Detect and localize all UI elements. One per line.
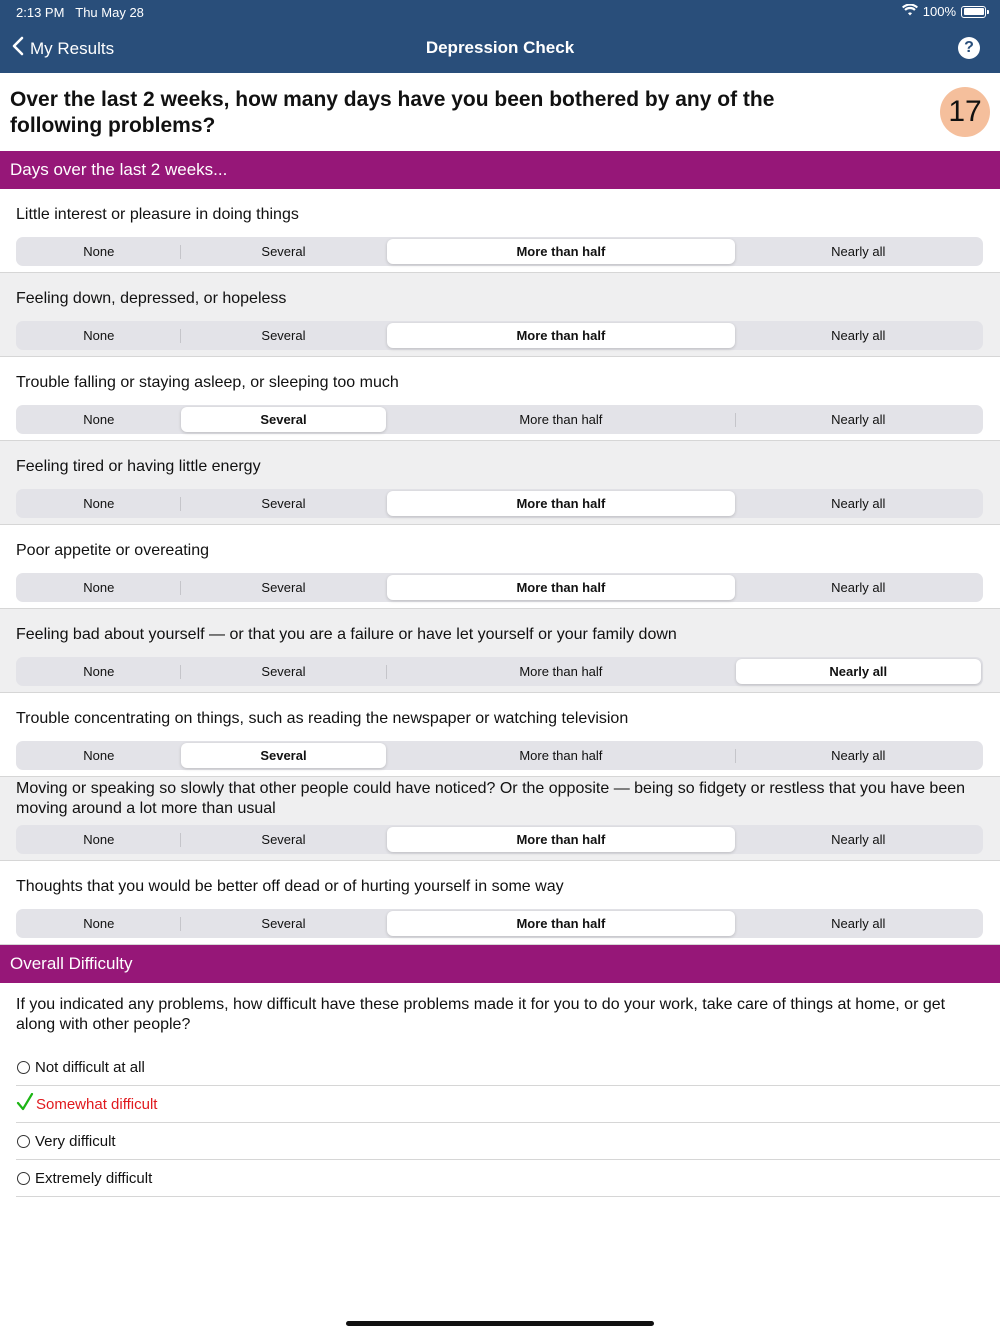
option-several[interactable]: Several xyxy=(261,244,306,259)
status-clock: 2:13 PM xyxy=(16,5,65,20)
question-row xyxy=(0,777,1000,861)
option-nearly-all[interactable]: Nearly all xyxy=(831,328,886,343)
option-more-than-half[interactable]: More than half xyxy=(387,827,734,852)
option-several[interactable]: Several xyxy=(261,916,306,931)
option-none[interactable]: None xyxy=(83,832,115,847)
battery-percent: 100% xyxy=(922,4,956,19)
radio-circle-icon xyxy=(17,1172,30,1185)
answer-segmented-control[interactable] xyxy=(16,657,983,686)
question-label: Moving or speaking so slowly that other people could have noticed? Or the opposite — being so fidgety or restless that you have been moving around a lot more than usual xyxy=(16,780,966,817)
difficulty-options xyxy=(16,1049,1000,1197)
option-nearly-all[interactable]: Nearly all xyxy=(831,748,886,763)
option-nearly-all[interactable]: Nearly all xyxy=(831,496,886,511)
option-nearly-all[interactable]: Nearly all xyxy=(831,580,886,595)
option-several[interactable]: Several xyxy=(261,580,306,595)
question-list xyxy=(0,189,1000,945)
question-text: Over the last 2 weeks, how many days have you been bothered by any of the following problems? xyxy=(10,88,775,137)
wifi-icon xyxy=(902,4,918,19)
radio-circle-icon xyxy=(17,1135,30,1148)
question-label: Feeling bad about yourself — or that you are a failure or have let yourself or your family down xyxy=(16,626,677,643)
difficulty-option-extremely-difficult[interactable] xyxy=(16,1160,1000,1197)
answer-segmented-control[interactable] xyxy=(16,573,983,602)
question-label: Poor appetite or overeating xyxy=(16,542,210,559)
answer-segmented-control[interactable] xyxy=(16,825,983,854)
option-several[interactable]: Several xyxy=(261,496,306,511)
question-label: Thoughts that you would be better off dead or of hurting yourself in some way xyxy=(16,878,564,895)
question-header xyxy=(0,73,1000,151)
difficulty-option-label: Extremely difficult xyxy=(35,1169,153,1187)
score-badge: 17 xyxy=(940,87,990,137)
option-none[interactable]: None xyxy=(83,748,115,763)
option-more-than-half[interactable]: More than half xyxy=(387,239,734,264)
question-row xyxy=(0,609,1000,693)
difficulty-option-somewhat-difficult[interactable] xyxy=(16,1086,1000,1123)
question-row xyxy=(0,273,1000,357)
option-nearly-all[interactable]: Nearly all xyxy=(831,412,886,427)
question-row xyxy=(0,525,1000,609)
navigation-bar xyxy=(0,0,1000,73)
home-indicator[interactable] xyxy=(346,1321,654,1326)
difficulty-option-label: Very difficult xyxy=(35,1132,116,1150)
question-row xyxy=(0,357,1000,441)
battery-icon xyxy=(961,6,986,18)
answer-segmented-control[interactable] xyxy=(16,741,983,770)
option-more-than-half[interactable]: More than half xyxy=(519,748,603,763)
answer-segmented-control[interactable] xyxy=(16,489,983,518)
option-none[interactable]: None xyxy=(83,244,115,259)
question-row xyxy=(0,189,1000,273)
answer-segmented-control[interactable] xyxy=(16,321,983,350)
option-more-than-half[interactable]: More than half xyxy=(387,323,734,348)
question-label: Trouble falling or staying asleep, or sleeping too much xyxy=(16,374,399,391)
difficulty-option-label: Somewhat difficult xyxy=(36,1095,158,1113)
difficulty-question: If you indicated any problems, how difficult have these problems made it for you to do your work, take care of things at home, or get along with other people? xyxy=(16,996,946,1033)
option-none[interactable]: None xyxy=(83,580,115,595)
option-several[interactable]: Several xyxy=(181,743,387,768)
question-label: Feeling down, depressed, or hopeless xyxy=(16,290,287,307)
option-none[interactable]: None xyxy=(83,916,115,931)
option-several[interactable]: Several xyxy=(261,328,306,343)
status-time xyxy=(16,5,144,20)
difficulty-option-very-difficult[interactable] xyxy=(16,1123,1000,1160)
option-none[interactable]: None xyxy=(83,496,115,511)
option-more-than-half[interactable]: More than half xyxy=(387,491,734,516)
question-row xyxy=(0,441,1000,525)
radio-circle-icon xyxy=(17,1061,30,1074)
question-label: Trouble concentrating on things, such as reading the newspaper or watching television xyxy=(16,710,629,727)
option-several[interactable]: Several xyxy=(261,832,306,847)
page-title: Depression Check xyxy=(425,38,575,57)
option-nearly-all[interactable]: Nearly all xyxy=(831,832,886,847)
option-none[interactable]: None xyxy=(83,328,115,343)
help-icon[interactable]: ? xyxy=(958,37,980,59)
option-more-than-half[interactable]: More than half xyxy=(519,664,603,679)
option-more-than-half[interactable]: More than half xyxy=(519,412,603,427)
option-several[interactable]: Several xyxy=(181,407,387,432)
option-none[interactable]: None xyxy=(83,664,115,679)
option-nearly-all[interactable]: Nearly all xyxy=(831,244,886,259)
question-row xyxy=(0,693,1000,777)
question-row xyxy=(0,861,1000,945)
section-header-days: Days over the last 2 weeks... xyxy=(0,151,1000,189)
option-none[interactable]: None xyxy=(83,412,115,427)
answer-segmented-control[interactable] xyxy=(16,237,983,266)
section-header-difficulty: Overall Difficulty xyxy=(0,945,1000,983)
option-nearly-all[interactable]: Nearly all xyxy=(736,659,981,684)
difficulty-option-label: Not difficult at all xyxy=(35,1058,145,1076)
question-label: Little interest or pleasure in doing things xyxy=(16,206,299,223)
back-label: My Results xyxy=(30,38,115,58)
option-more-than-half[interactable]: More than half xyxy=(387,575,734,600)
option-several[interactable]: Several xyxy=(261,664,306,679)
difficulty-option-not-difficult[interactable] xyxy=(16,1049,1000,1086)
option-nearly-all[interactable]: Nearly all xyxy=(831,916,886,931)
status-date: Thu May 28 xyxy=(75,5,144,20)
option-more-than-half[interactable]: More than half xyxy=(387,911,734,936)
answer-segmented-control[interactable] xyxy=(16,909,983,938)
status-indicators xyxy=(902,4,986,19)
question-label: Feeling tired or having little energy xyxy=(16,458,261,475)
checkmark-icon xyxy=(16,1093,34,1115)
answer-segmented-control[interactable] xyxy=(16,405,983,434)
